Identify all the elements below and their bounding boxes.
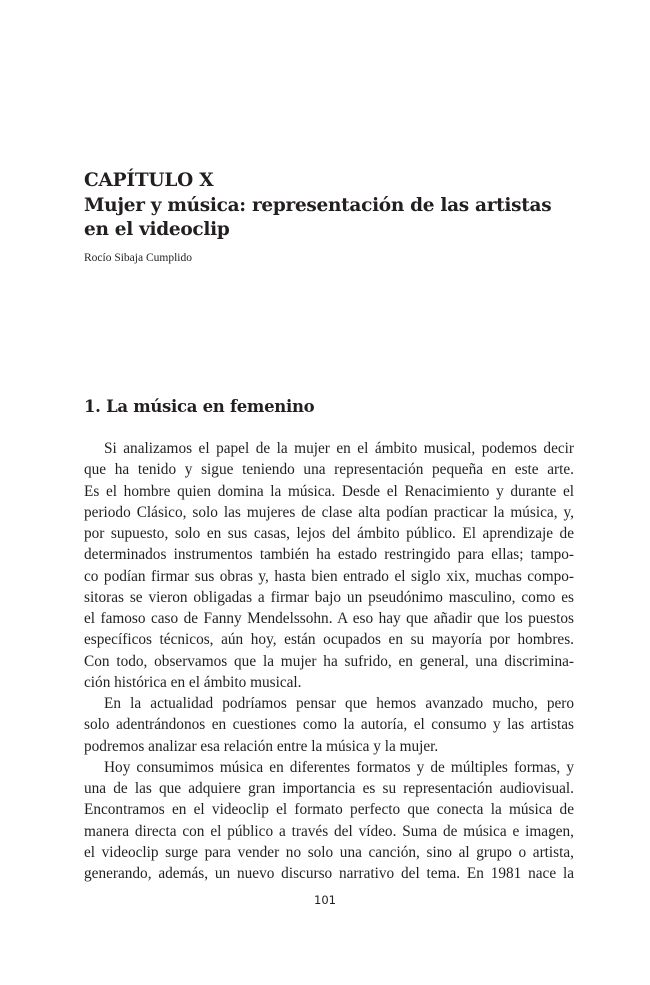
text-line: una de las que adquiere gran importancia es su representación audiovisual. <box>84 780 574 797</box>
section-heading: 1. La música en femenino <box>84 397 315 416</box>
chapter-title-line: en el videoclip <box>84 219 230 240</box>
text-line: el videoclip surge para vender no solo una canción, sino al grupo o artista, <box>84 843 574 861</box>
text-line: Hoy consumimos música en diferentes formatos y de múltiples formas, y <box>104 758 574 776</box>
body-text <box>84 438 574 884</box>
text-line: manera directa con el público a través del vídeo. Suma de música e imagen, <box>84 822 574 840</box>
text-line: solo adentrándonos en cuestiones como la autoría, el consumo y las artistas <box>84 716 574 734</box>
text-line: por supuesto, solo en sus casas, lejos del ámbito público. El aprendizaje de <box>84 525 574 542</box>
text-line: Es el hombre quien domina la música. Desde el Renacimiento y durante el <box>84 482 574 500</box>
text-line: el famoso caso de Fanny Mendelssohn. A eso hay que añadir que los puestos <box>84 610 574 627</box>
text-line: que ha tenido y sigue teniendo una representación pequeña en este arte. <box>84 461 574 479</box>
text-line: específicos técnicos, aún hoy, están ocupados en su mayoría por hombres. <box>84 631 574 649</box>
chapter-title-line: Mujer y música: representación de las artistas <box>84 195 552 216</box>
text-line: generando, además, un nuevo discurso narrativo del tema. En 1981 nace la <box>84 865 574 882</box>
text-line: co podían firmar sus obras y, hasta bien entrado el siglo xix, muchas compo- <box>84 567 574 585</box>
chapter-number: CAPÍTULO X <box>84 170 214 191</box>
text-line: podremos analizar esa relación entre la música y la mujer. <box>84 737 439 755</box>
text-line: En la actualidad podríamos pensar que hemos avanzado mucho, pero <box>104 695 574 712</box>
text-line: Encontramos en el videoclip el formato perfecto que conecta la música de <box>84 801 574 819</box>
text-line: Con todo, observamos que la mujer ha sufrido, en general, una discrimina- <box>84 652 574 670</box>
author-name: Rocío Sibaja Cumplido <box>84 252 192 264</box>
chapter-title <box>84 194 584 242</box>
text-line: Si analizamos el papel de la mujer en el ámbito musical, podemos decir <box>104 440 574 457</box>
text-line: ción histórica en el ámbito musical. <box>84 673 302 691</box>
page-number: 101 <box>314 893 336 907</box>
text-line: periodo Clásico, solo las mujeres de clase alta podían practicar la música, y, <box>84 503 574 521</box>
text-line: sitoras se vieron obligadas a firmar bajo un pseudónimo masculino, como es <box>84 588 574 606</box>
text-line: determinados instrumentos también ha estado restringido para ellas; tampo- <box>84 546 574 564</box>
chapter-header <box>84 168 584 265</box>
